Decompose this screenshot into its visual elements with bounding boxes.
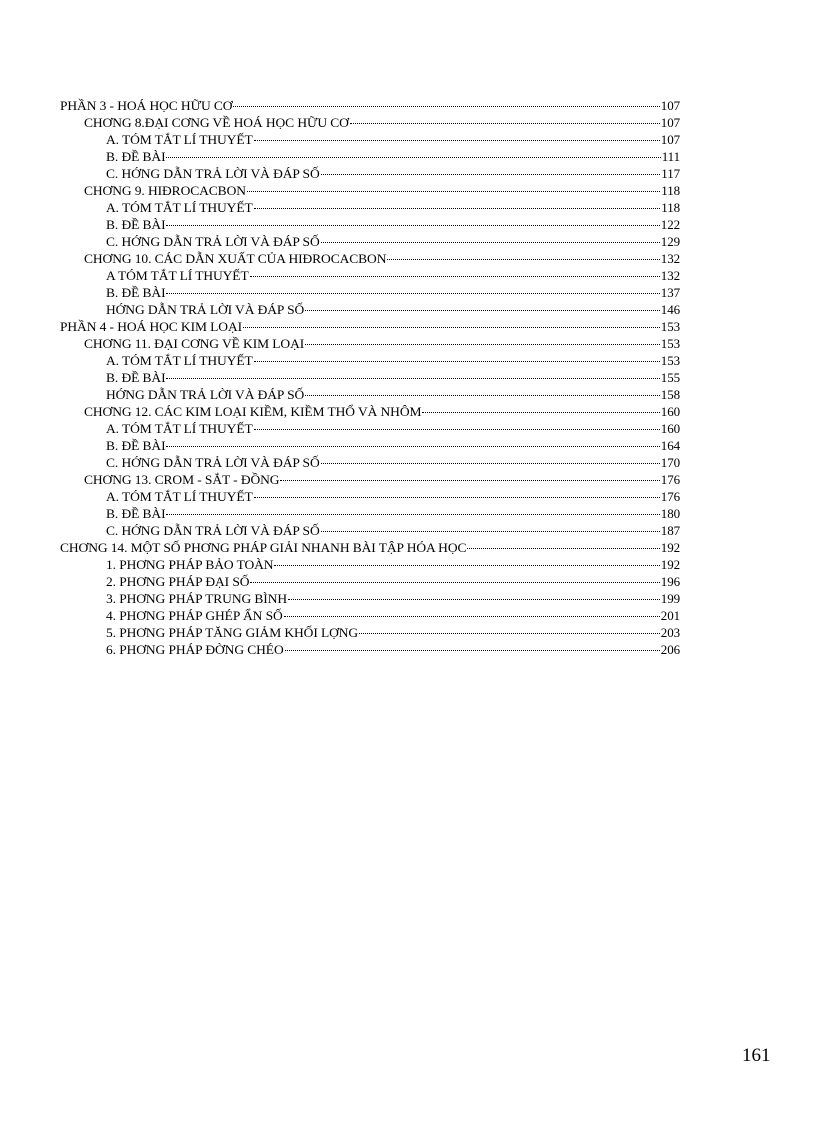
toc-entry [60,488,680,505]
dot-leader [254,497,660,498]
toc-entry-title: 3. PHƠNG PHÁP TRUNG BÌNH [106,591,287,606]
toc-entry-page: 192 [660,557,680,572]
toc-entry [60,148,680,165]
toc-entry [60,369,680,386]
toc-entry [60,233,680,250]
toc-entry-page: 111 [661,149,680,164]
toc-entry-title: 5. PHƠNG PHÁP TĂNG GIẢM KHỐI LỢNG [106,625,359,640]
toc-entry-title: PHẦN 3 - HOÁ HỌC HỮU CƠ [60,98,233,113]
toc-entry-page: 160 [660,404,680,419]
dot-leader [254,140,660,141]
toc-entry [60,216,680,233]
toc-entry-page: 132 [660,251,680,266]
toc-entry [60,114,680,131]
toc-entry-title: C. HỚNG DẪN TRẢ LỜI VÀ ĐÁP SỐ [106,455,320,470]
toc-entry-title: 2. PHƠNG PHÁP ĐẠI SỐ [106,574,250,589]
toc-entry-page: 132 [660,268,680,283]
toc-entry-page: 146 [660,302,680,317]
dot-leader [305,395,660,396]
toc-entry [60,471,680,488]
toc-entry-page: 122 [660,217,680,232]
dot-leader [243,327,660,328]
toc-entry-title: HỚNG DẪN TRẢ LỜI VÀ ĐÁP SỐ [106,387,305,402]
toc-entry-page: 153 [660,336,680,351]
toc-entry-page: 129 [660,234,680,249]
toc-entry [60,556,680,573]
toc-entry-page: 176 [660,472,680,487]
dot-leader [387,259,659,260]
dot-leader [350,123,660,124]
toc-entry-title: B. ĐỀ BÀI [106,370,166,385]
toc-entry-title: B. ĐỀ BÀI [106,438,166,453]
toc-entry-page: 203 [660,625,680,640]
toc-entry-page: 196 [660,574,680,589]
toc-entry-page: 118 [661,200,680,215]
dot-leader [305,344,660,345]
toc-entry [60,131,680,148]
toc-entry [60,301,680,318]
toc-entry [60,403,680,420]
dot-leader [305,310,660,311]
dot-leader [422,412,659,413]
dot-leader [321,531,660,532]
toc-entry-title: B. ĐỀ BÀI [106,285,166,300]
dot-leader [285,650,660,651]
toc-entry [60,386,680,403]
dot-leader [288,599,660,600]
toc-entry-title: C. HỚNG DẪN TRẢ LỜI VÀ ĐÁP SỐ [106,234,320,249]
toc-entry-page: 107 [660,98,680,113]
dot-leader [467,548,659,549]
toc-entry-title: C. HỚNG DẪN TRẢ LỜI VÀ ĐÁP SỐ [106,523,320,538]
toc-entry [60,454,680,471]
dot-leader [250,582,659,583]
toc-entry-title: 1. PHƠNG PHÁP BẢO TOÀN [106,557,274,572]
toc-entry [60,505,680,522]
toc-entry [60,573,680,590]
toc-entry-title: HỚNG DẪN TRẢ LỜI VÀ ĐÁP SỐ [106,302,305,317]
toc-entry-page: 158 [660,387,680,402]
dot-leader [359,633,660,634]
dot-leader [166,378,659,379]
dot-leader [166,157,660,158]
toc-entry-title: A. TÓM TẮT LÍ THUYẾT [106,353,253,368]
toc-entry-page: 176 [660,489,680,504]
toc-entry-page: 137 [660,285,680,300]
toc-entry-title: PHẦN 4 - HOÁ HỌC KIM LOẠI [60,319,242,334]
toc-entry [60,182,680,199]
toc-entry-title: A. TÓM TẮT LÍ THUYẾT [106,489,253,504]
dot-leader [166,225,659,226]
toc-entry-title: CHƠNG 14. MỘT SỐ PHƠNG PHÁP GIẢI NHANH BÀI TẬP HÓA HỌC [60,540,467,555]
toc-entry-page: 117 [661,166,680,181]
dot-leader [254,361,660,362]
toc-entry-page: 164 [660,438,680,453]
toc-entry-page: 155 [660,370,680,385]
dot-leader [166,446,659,447]
toc-entry [60,522,680,539]
table-of-contents [60,97,680,658]
toc-entry [60,267,680,284]
toc-entry-page: 170 [660,455,680,470]
dot-leader [321,174,661,175]
toc-entry-title: 6. PHƠNG PHÁP ĐỜNG CHÉO [106,642,284,657]
dot-leader [321,242,660,243]
toc-entry-title: A. TÓM TẮT LÍ THUYẾT [106,132,253,147]
toc-entry-page: 180 [660,506,680,521]
toc-entry [60,284,680,301]
toc-entry-page: 199 [660,591,680,606]
toc-entry-title: CHƠNG 12. CÁC KIM LOẠI KIỀM, KIỀM THỔ VÀ NHÔM [84,404,422,419]
toc-entry-title: A. TÓM TẮT LÍ THUYẾT [106,200,253,215]
dot-leader [247,191,660,192]
toc-entry [60,641,680,658]
dot-leader [321,463,660,464]
toc-entry-title: 4. PHƠNG PHÁP GHÉP ẨN SỐ [106,608,283,623]
toc-entry-page: 187 [660,523,680,538]
toc-entry-title: CHƠNG 11. ĐẠI CƠNG VỀ KIM LOẠI [84,336,305,351]
toc-entry-title: CHƠNG 10. CÁC DẪN XUẤT CỦA HIĐROCACBON [84,251,387,266]
toc-entry-title: A TÓM TẮT LÍ THUYẾT [106,268,249,283]
dot-leader [233,106,659,107]
toc-entry [60,607,680,624]
toc-entry [60,165,680,182]
toc-entry-title: B. ĐỀ BÀI [106,149,166,164]
toc-entry [60,590,680,607]
toc-entry-page: 107 [660,132,680,147]
dot-leader [166,514,659,515]
toc-entry-page: 107 [660,115,680,130]
toc-entry [60,352,680,369]
toc-entry-page: 153 [660,319,680,334]
toc-entry [60,318,680,335]
toc-entry-title: B. ĐỀ BÀI [106,217,166,232]
dot-leader [254,429,660,430]
dot-leader [274,565,659,566]
toc-entry-title: A. TÓM TẮT LÍ THUYẾT [106,421,253,436]
toc-entry-page: 160 [660,421,680,436]
toc-entry [60,250,680,267]
toc-entry [60,624,680,641]
page-number: 161 [742,1045,771,1066]
toc-entry-page: 201 [660,608,680,623]
toc-entry-title: CHƠNG 8.ĐẠI CƠNG VỀ HOÁ HỌC HỮU CƠ [84,115,349,130]
toc-entry-title: B. ĐỀ BÀI [106,506,166,521]
dot-leader [284,616,660,617]
toc-entry-page: 118 [661,183,680,198]
toc-entry-title: C. HỚNG DẪN TRẢ LỜI VÀ ĐÁP SỐ [106,166,320,181]
toc-entry-page: 206 [660,642,680,657]
toc-entry-page: 192 [660,540,680,555]
dot-leader [280,480,659,481]
toc-entry [60,335,680,352]
dot-leader [250,276,660,277]
toc-entry [60,199,680,216]
toc-entry [60,539,680,556]
dot-leader [254,208,661,209]
toc-entry-title: CHƠNG 9. HIĐROCACBON [84,183,246,198]
toc-entry [60,437,680,454]
toc-entry-title: CHƠNG 13. CROM - SẮT - ĐỒNG [84,472,280,487]
dot-leader [166,293,659,294]
toc-entry [60,420,680,437]
toc-entry [60,97,680,114]
toc-entry-page: 153 [660,353,680,368]
